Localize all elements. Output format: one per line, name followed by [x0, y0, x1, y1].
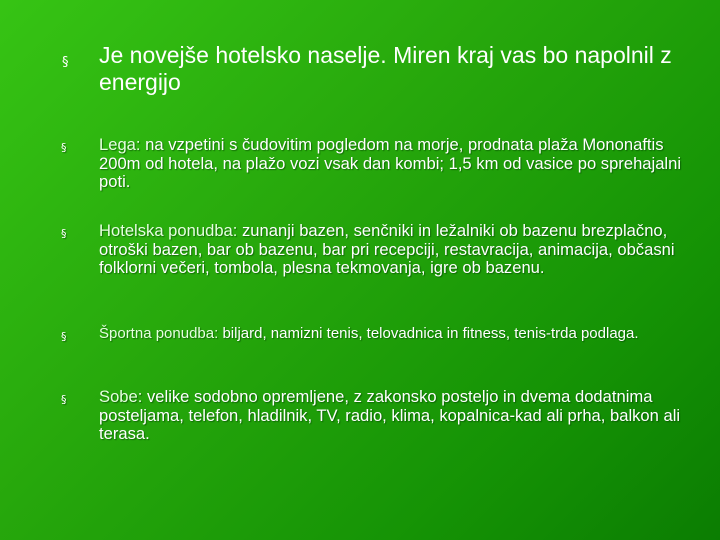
slide-title: [62, 42, 689, 96]
item-text: biljard, namizni tenis, telovadnica in fitness, tenis-trda podlaga.: [218, 325, 639, 342]
bullet-marker: §: [61, 227, 67, 240]
item-text: velike sodobno opremljene, z zakonsko posteljo in dvema dodatnima posteljama, telefon, hladilnik, TV, radio, klima, kopalnica-kad ali prha, balkon ali terasa.: [99, 387, 681, 443]
bullet-marker: §: [61, 393, 67, 406]
bullet-marker: §: [62, 55, 69, 70]
bullet-item-sportna-ponudba: [61, 325, 689, 343]
item-label: Sobe:: [99, 387, 143, 406]
item-label: Lega:: [99, 135, 141, 154]
title-text: Je novejše hotelsko naselje. Miren kraj vas bo napolnil z energijo: [99, 42, 672, 95]
item-label: Športna ponudba:: [99, 325, 219, 342]
item-text: zunanji bazen, senčniki in ležalniki ob bazenu brezplačno, otroški bazen, bar ob bazenu, bar pri recepciji, restavracija, animacija, občasni folklorni večeri, tombola, plesna tekmovanja, igre ob bazenu.: [99, 221, 675, 277]
bullet-item-hotelska-ponudba: [61, 221, 689, 278]
bullet-item-lega: [61, 135, 689, 192]
bullet-marker: §: [61, 141, 67, 154]
item-text: na vzpetini s čudovitim pogledom na morje, prodnata plaža Mononaftis 200m od hotela, na plažo vozi vsak dan kombi; 1,5 km od vasice po sprehajalni poti.: [99, 135, 682, 191]
bullet-item-sobe: [61, 387, 689, 444]
item-label: Hotelska ponudba:: [99, 221, 238, 240]
bullet-marker: §: [61, 330, 67, 343]
